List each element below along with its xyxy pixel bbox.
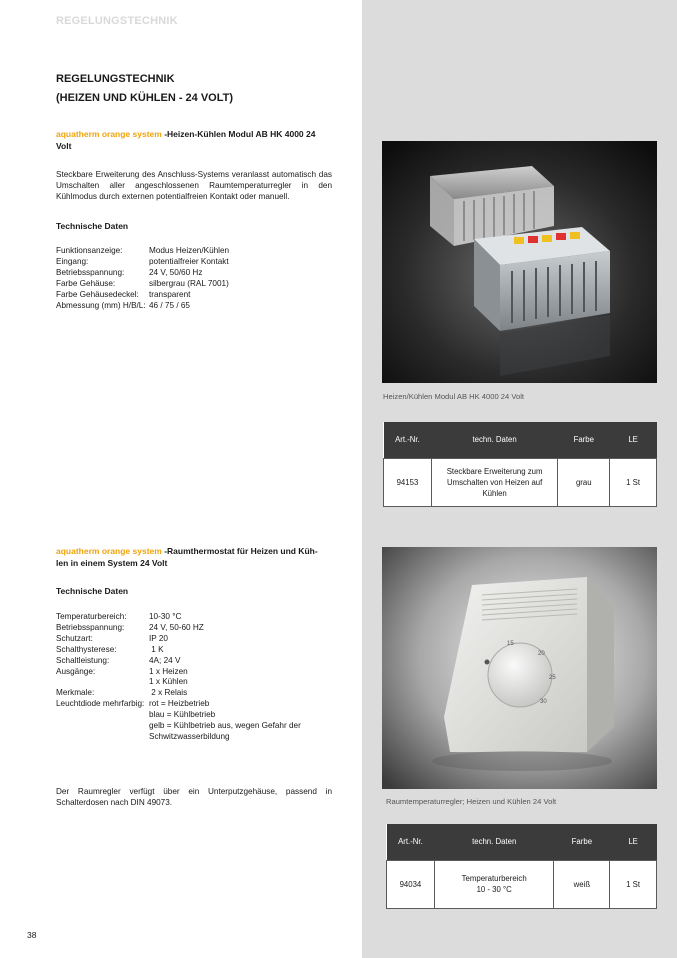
spec-row: Merkmale: 2 x Relais	[56, 688, 188, 698]
col-techn-daten: techn. Daten	[431, 422, 557, 458]
product1-table	[383, 422, 657, 507]
section-label: REGELUNGSTECHNIK	[56, 15, 178, 27]
spec-row: Eingang: potentialfreier Kontakt	[56, 256, 229, 266]
col-farbe: Farbe	[554, 824, 610, 860]
col-techn-daten: techn. Daten	[434, 824, 554, 860]
product1-description: Steckbare Erweiterung des Anschluss-Systems veranlasst automatisch das Umschalten aller angeschlossenen Raumtemperaturregler in den Kühlmodus durch externen potentialfreien Kontakt oder manuell.	[56, 170, 332, 201]
col-farbe: Farbe	[558, 422, 610, 458]
product2-note: Der Raumregler verfügt über ein Unterputzgehäuse, passend in Schalterdosen nach DIN 49073.	[56, 787, 332, 807]
thermostat-illustration	[382, 547, 657, 789]
product1-heading	[56, 128, 332, 152]
page-title	[56, 70, 233, 108]
spec-row: Abmessung (mm) H/B/L: 46 / 75 / 65	[56, 300, 190, 310]
dial-number: 25	[549, 675, 556, 681]
dial-number: 20	[538, 651, 545, 657]
cell-art-nr: 94034	[387, 860, 435, 908]
product1-image-caption: Heizen/Kühlen Modul AB HK 4000 24 Volt	[383, 392, 524, 401]
page-number: 38	[27, 930, 37, 940]
spec-row: Schaltleistung: 4A; 24 V	[56, 655, 181, 665]
product2-heading	[56, 545, 332, 569]
product1-title-line1: -Heizen-Kühlen Modul AB HK 4000 24	[161, 129, 316, 139]
page-title-line1: REGELUNGSTECHNIK	[56, 73, 175, 85]
product2-photo	[382, 547, 657, 789]
product2-title-line1: -Raumthermostat für Heizen und Küh-	[161, 546, 318, 556]
table-header-row	[384, 422, 657, 458]
spec-row: Temperaturbereich: 10-30 °C	[56, 612, 182, 621]
cell-techn-daten: Steckbare Erweiterung zum Umschalten von Heizen auf Kühlen	[431, 458, 557, 506]
cell-farbe: weiß	[554, 860, 610, 908]
product2-table	[386, 824, 657, 909]
table-row	[387, 860, 657, 908]
module-illustration	[382, 141, 657, 383]
spec-row: Schwitzwasserbildung	[149, 731, 230, 741]
product2-brand: aquatherm orange system	[56, 546, 162, 556]
dial-number: 30	[540, 699, 547, 705]
spec-row: Funktionsanzeige: Modus Heizen/Kühlen	[56, 246, 230, 255]
cell-techn-daten: Temperaturbereich 10 - 30 °C	[434, 860, 554, 908]
spec-row: Ausgänge: 1 x Heizen	[56, 666, 188, 676]
spec-row: Farbe Gehäusedeckel: transparent	[56, 289, 191, 299]
col-art-nr: Art.-Nr.	[387, 824, 435, 860]
table-header-row	[387, 824, 657, 860]
cell-farbe: grau	[558, 458, 610, 506]
product1-brand: aquatherm orange system	[56, 129, 162, 139]
product2-image-caption: Raumtemperaturregler; Heizen und Kühlen 24 Volt	[386, 797, 557, 806]
table-row	[384, 458, 657, 506]
spec-row: Betriebsspannung: 24 V, 50/60 Hz	[56, 267, 203, 277]
spec-row: blau = Kühlbetrieb	[149, 710, 216, 720]
spec-row: Schutzart: IP 20	[56, 633, 168, 643]
spec-row: 1 x Kühlen	[149, 677, 188, 687]
product2-spec-list	[56, 612, 301, 743]
spec-row: gelb = Kühlbetrieb aus, wegen Gefahr der	[149, 721, 301, 731]
product1-photo	[382, 141, 657, 383]
product2-tech-heading: Technische Daten	[56, 586, 129, 596]
col-le: LE	[610, 824, 657, 860]
spec-row: Leuchtdiode mehrfarbig: rot = Heizbetrieb	[56, 699, 210, 709]
product2-title-line2: len in einem System 24 Volt	[56, 558, 168, 568]
col-le: LE	[610, 422, 657, 458]
dial-number: 15	[507, 641, 514, 647]
cell-le: 1 St	[610, 458, 657, 506]
spec-row: Betriebsspannung: 24 V, 50-60 HZ	[56, 622, 204, 632]
product1-spec-list	[56, 246, 229, 311]
spec-row: Schalthysterese: 1 K	[56, 644, 164, 654]
cell-le: 1 St	[610, 860, 657, 908]
spec-row: Farbe Gehäuse: silbergrau (RAL 7001)	[56, 278, 229, 288]
product1-tech-heading: Technische Daten	[56, 221, 129, 231]
page-title-line2: (HEIZEN UND KÜHLEN - 24 VOLT)	[56, 92, 234, 104]
col-art-nr: Art.-Nr.	[384, 422, 432, 458]
cell-art-nr: 94153	[384, 458, 432, 506]
product1-title-line2: Volt	[56, 141, 72, 151]
header-band	[0, 0, 362, 42]
